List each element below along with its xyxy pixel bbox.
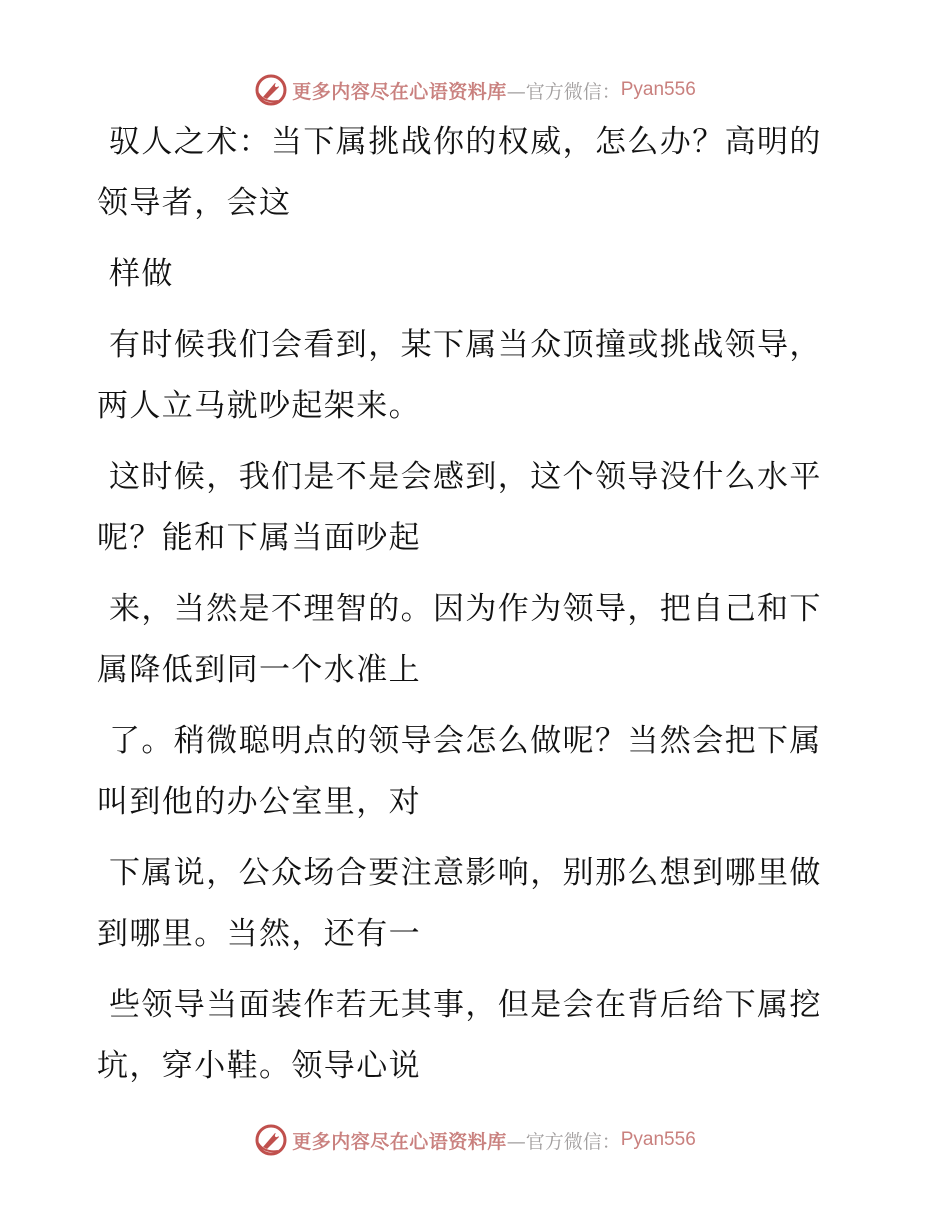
paragraph: 下属说，公众场合要注意影响，别那么想到哪里做到哪里。当然，还有一 bbox=[97, 855, 822, 952]
pen-nib-logo-icon bbox=[254, 1123, 288, 1157]
paragraph: 些领导当面装作若无其事，但是会在背后给下属挖坑，穿小鞋。领导心说 bbox=[97, 987, 822, 1084]
watermark-wechat-label: —官方微信： bbox=[506, 1130, 621, 1153]
watermark-site-name: 更多内容尽在心语资料库 bbox=[292, 80, 507, 103]
watermark-wechat-label: —官方微信： bbox=[506, 80, 621, 103]
watermark-site-name: 更多内容尽在心语资料库 bbox=[292, 1130, 507, 1153]
paragraph: 了。稍微聪明点的领导会怎么做呢？当然会把下属叫到他的办公室里，对 bbox=[97, 723, 822, 820]
pen-nib-logo-icon bbox=[254, 73, 288, 107]
watermark-header bbox=[0, 70, 950, 110]
document-body bbox=[97, 112, 837, 1107]
watermark-wechat-id: Pyan556 bbox=[620, 79, 696, 100]
paragraph: 样做 bbox=[109, 256, 174, 292]
paragraph: 有时候我们会看到，某下属当众顶撞或挑战领导，两人立马就吵起架来。 bbox=[97, 327, 822, 424]
paragraph: 这时候，我们是不是会感到，这个领导没什么水平呢？能和下属当面吵起 bbox=[97, 459, 822, 556]
watermark-wechat-id: Pyan556 bbox=[620, 1129, 696, 1150]
paragraph: 来，当然是不理智的。因为作为领导，把自己和下属降低到同一个水准上 bbox=[97, 591, 822, 688]
watermark-footer bbox=[0, 1120, 950, 1160]
paragraph-title: 驭人之术：当下属挑战你的权威，怎么办？高明的领导者，会这 bbox=[97, 124, 822, 221]
